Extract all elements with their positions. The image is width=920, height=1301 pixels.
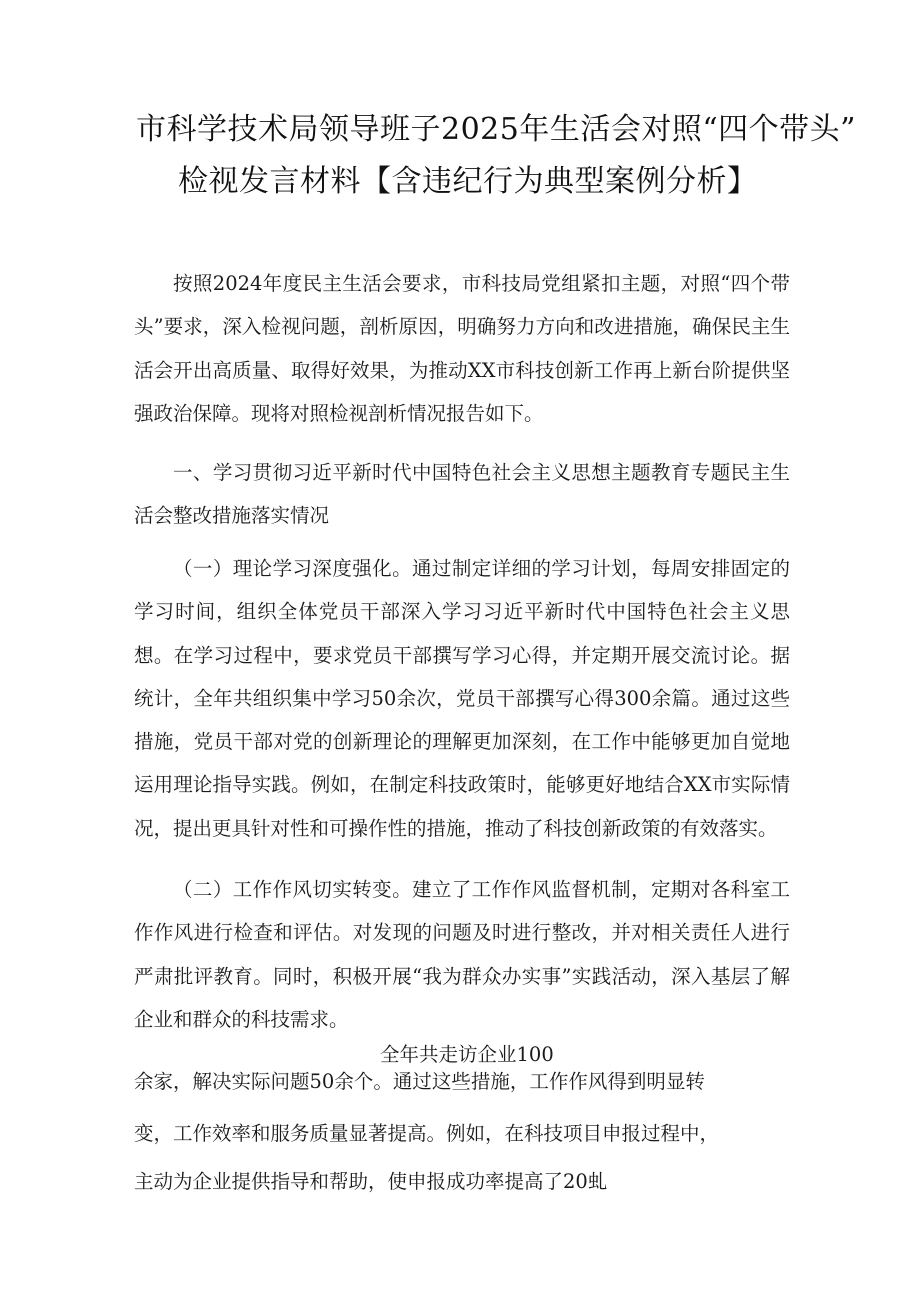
document-title-line-1: 市科学技术局领导班子2025年生活会对照“四个带头” <box>136 112 857 147</box>
section-2-tail-line-2: 余家，解决实际问题50余个。通过这些措施，工作作风得到明显转 <box>134 1070 705 1093</box>
intro-paragraph: 按照2024年度民主生活会要求，市科技局党组紧扣主题，对照“四个带头”要求，深入检视问题，剖析原因，明确努力方向和改进措施，确保民主生活会开出高质量、取得好效果，为推动XX市科技创新工作再上新台阶提供坚强政治保障。现将对照检视剖析情况报告如下。 <box>134 272 790 425</box>
section-1-paragraph: （一）理论学习深度强化。通过制定详细的学习计划，每周安排固定的学习时间，组织全体党员干部深入学习习近平新时代中国特色社会主义思想。在学习过程中，要求党员干部撰写学习心得，并定期开展交流讨论。据统计，全年共组织集中学习50余次，党员干部撰写心得300余篇。通过这些措施，党员干部对党的创新理论的理解更加深刻，在工作中能够更加自觉地运用理论指导实践。例如，在制定科技政策时，能够更好地结合XX市实际情况，提出更具针对性和可操作性的措施，推动了科技创新政策的有效落实。 <box>134 557 790 840</box>
section-2-paragraph: （二）工作作风切实转变。建立了工作作风监督机制，定期对各科室工作作风进行检查和评估。对发现的问题及时进行整改，并对相关责任人进行严肃批评教育。同时，积极开展“我为群众办实事”实践活动，深入基层了解企业和群众的科技需求。 <box>134 878 790 1031</box>
section-2-tail-line-3: 变，工作效率和服务质量显著提高。例如，在科技项目申报过程中， <box>134 1122 720 1145</box>
section-2-tail-line-4: 主动为企业提供指导和帮助，使申报成功率提高了20虬 <box>134 1170 608 1193</box>
section-2-tail-line-1: 全年共走访企业100 <box>380 1043 554 1066</box>
section-heading-1: 一、学习贯彻习近平新时代中国特色社会主义思想主题教育专题民主生活会整改措施落实情况 <box>134 461 790 528</box>
document-title-line-2: 检视发言材料【含违纪行为典型案例分析】 <box>178 164 758 199</box>
